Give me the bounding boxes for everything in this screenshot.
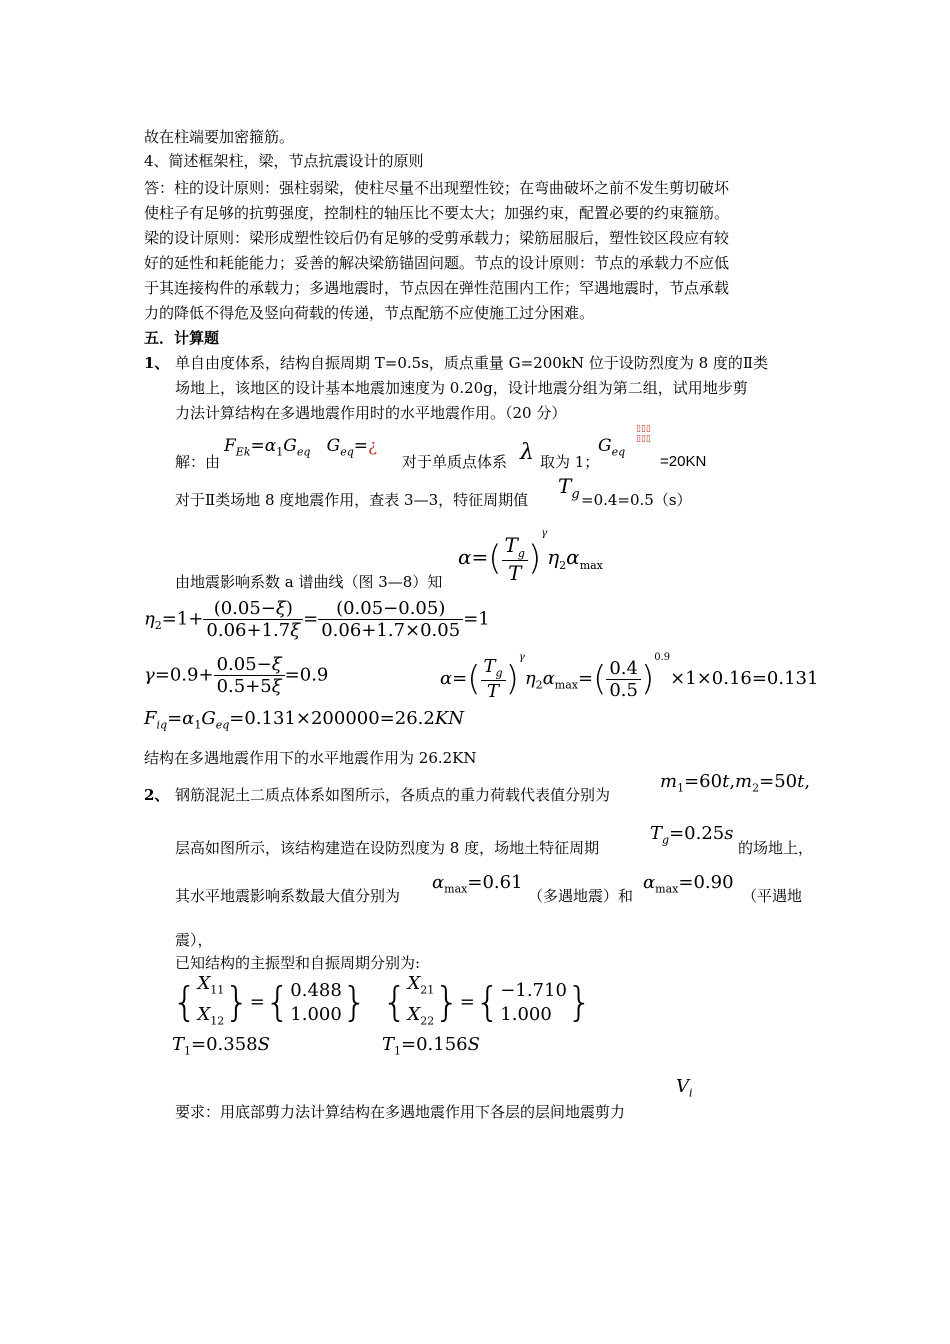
t2-value: =0.156 <box>401 1034 468 1055</box>
text-line: 故在柱端要加密箍筋。 <box>144 128 295 146</box>
text-line: 单自由度体系，结构自振周期 T=0.5s，质点重量 G=200kN 位于设防烈度为 8 度的Ⅱ类 <box>175 354 769 372</box>
x21-value: −1.710 <box>500 979 567 1001</box>
formula-vi: $V_i$ <box>676 1076 693 1100</box>
text-line: 解：由 <box>175 453 221 471</box>
amax2-value: =0.90 <box>678 872 734 893</box>
broken-equation-icon: ▯▯▯ ▯▯▯ <box>636 424 651 444</box>
text-line: 好的延性和耗能能力；妥善的解决梁筋锚固问题。节点的设计原则：节点的承载力不应低 <box>144 254 730 272</box>
amax1-value: =0.61 <box>467 872 523 893</box>
m1-value: =60 <box>684 771 723 792</box>
m2-value: =50 <box>759 771 798 792</box>
text-line: 已知结构的主振型和自振周期分别为: <box>175 954 421 972</box>
formula-geq: $G_{eq}$ <box>598 436 626 459</box>
text-line: 对于Ⅱ类场地 8 度地震作用，查表 3—3，特征周期值 <box>175 491 529 509</box>
text-line: 力的降低不得危及竖向荷载的传递，节点配筋不应使施工过分困难。 <box>144 304 595 322</box>
text-line: 对于单质点体系 <box>402 453 508 471</box>
x12-value: 1.000 <box>290 1003 342 1025</box>
text-line: 震）， <box>175 931 213 949</box>
eta2-result: =1 <box>463 608 490 630</box>
text-line: 答：柱的设计原则：强柱弱梁，使柱尽量不出现塑性铰；在弯曲破坏之前不发生剪切破坏 <box>144 179 730 197</box>
x22-value: 1.000 <box>500 1003 552 1025</box>
text-line: （平遇地 <box>742 887 803 905</box>
period-2: $T_1=0.156S$ <box>382 1034 480 1058</box>
formula-f: $F_{iq}=\alpha_1G_{eq}=0.131\times 200000=26.2KN$ <box>144 708 465 732</box>
question-heading: 4、简述框架柱，梁，节点抗震设计的原则 <box>144 152 424 170</box>
formula-tg2: $T_g=0.25s$ <box>650 823 734 847</box>
text-line: 力法计算结构在多遇地震作用时的水平地震作用。（20 分） <box>175 404 567 422</box>
formula-tg: $T_g$ <box>558 474 580 502</box>
text-line: 钢筋混泥土二质点体系如图所示，各质点的重力荷载代表值分别为 <box>175 786 611 804</box>
alpha-result: ×1×0.16=0.131 <box>670 668 819 689</box>
question-number: 1、 <box>144 354 170 372</box>
text-line: 使柱子有足够的抗剪强度，控制柱的轴压比不要太大；加强约束，配置必要的约束箍筋。 <box>144 204 730 222</box>
formula-eta2: $\eta_2=1+$ $\frac{(0.05-\xi)}{0.06+1.7\xi}$ = $\frac{(0.05-0.05)}{0.06+1.7\times 0.05}$ =1 <box>144 598 490 641</box>
mode-shape-1: {$X_{11}$ $X_{12}\}=\{0.488$ 1.000} <box>172 973 368 1028</box>
formula-alpha: α=( $\frac{T_g}{T}$ )$^\gamma\eta_2\alpha_{max}$ <box>458 528 603 585</box>
period-1: $T_1=0.358S$ <box>172 1034 270 1058</box>
formula-alpha-value: α=( $\frac{T_g}{T}$ )$^\gamma\eta_2\alpha_{max}=$( $\frac{0.4}{0.5}$ )$^{0.9}$×1×0.16=0.131 <box>440 652 819 702</box>
text-line: 由地震影响系数 a 谱曲线（图 3—8）知 <box>175 573 443 591</box>
text-line: 场地上，该地区的设计基本地震加速度为 0.20g，设计地震分组为第二组，试用地步剪 <box>175 379 748 397</box>
text-line: 层高如图所示，该结构建造在设防烈度为 8 度，场地土特征周期 <box>175 839 600 857</box>
text-line: 其水平地震影响系数最大值分别为 <box>175 887 401 905</box>
text-line: =0.4=0.5（s） <box>581 491 692 509</box>
f-unit: KN <box>434 708 465 729</box>
formula-fek: $F_{Ek}=\alpha_1G_{eq}$ $G_{eq}=¿$ <box>224 436 378 459</box>
text-line: 的场地上， <box>738 839 814 857</box>
question-number: 2、 <box>144 786 170 804</box>
text-line: （多遇地震）和 <box>528 887 634 905</box>
formula-amax2: $\alpha_{max}=0.90$ <box>643 872 734 896</box>
formula-amax1: $\alpha_{max}=0.61$ <box>432 872 523 896</box>
tg2-value: =0.25 <box>669 823 725 844</box>
f-result: =0.131×200000=26.2 <box>229 708 435 729</box>
formula-masses: $m_1=60t,m_2=50t$, <box>660 771 811 795</box>
gamma-result: =0.9 <box>284 664 329 686</box>
mode-shape-2: {$X_{21}$ $X_{22}\}=\{-1.710$ 1.000 } <box>382 973 593 1028</box>
geq-value: =20KN <box>660 453 707 470</box>
t1-value: =0.358 <box>191 1034 258 1055</box>
text-line: 取为 1； <box>540 453 600 471</box>
section-heading: 五．计算题 <box>144 329 220 347</box>
text-line: 于其连接构件的承载力；多遇地震时，节点因在弹性范围内工作；罕遇地震时，节点承载 <box>144 279 730 297</box>
x11-value: 0.488 <box>290 979 342 1001</box>
text-line: 梁的设计原则：梁形成塑性铰后仍有足够的受剪承载力；梁筋屈服后，塑性铰区段应有较 <box>144 229 730 247</box>
lambda-symbol: λ <box>520 440 534 465</box>
formula-gamma: γ=0.9+ $\frac{0.05-\xi}{0.5+5\xi}$ =0.9 <box>144 654 329 697</box>
text-line: 结构在多遇地震作用下的水平地震作用为 26.2KN <box>144 749 477 767</box>
text-line: 要求：用底部剪力法计算结构在多遇地震作用下各层的层间地震剪力 <box>175 1103 626 1121</box>
